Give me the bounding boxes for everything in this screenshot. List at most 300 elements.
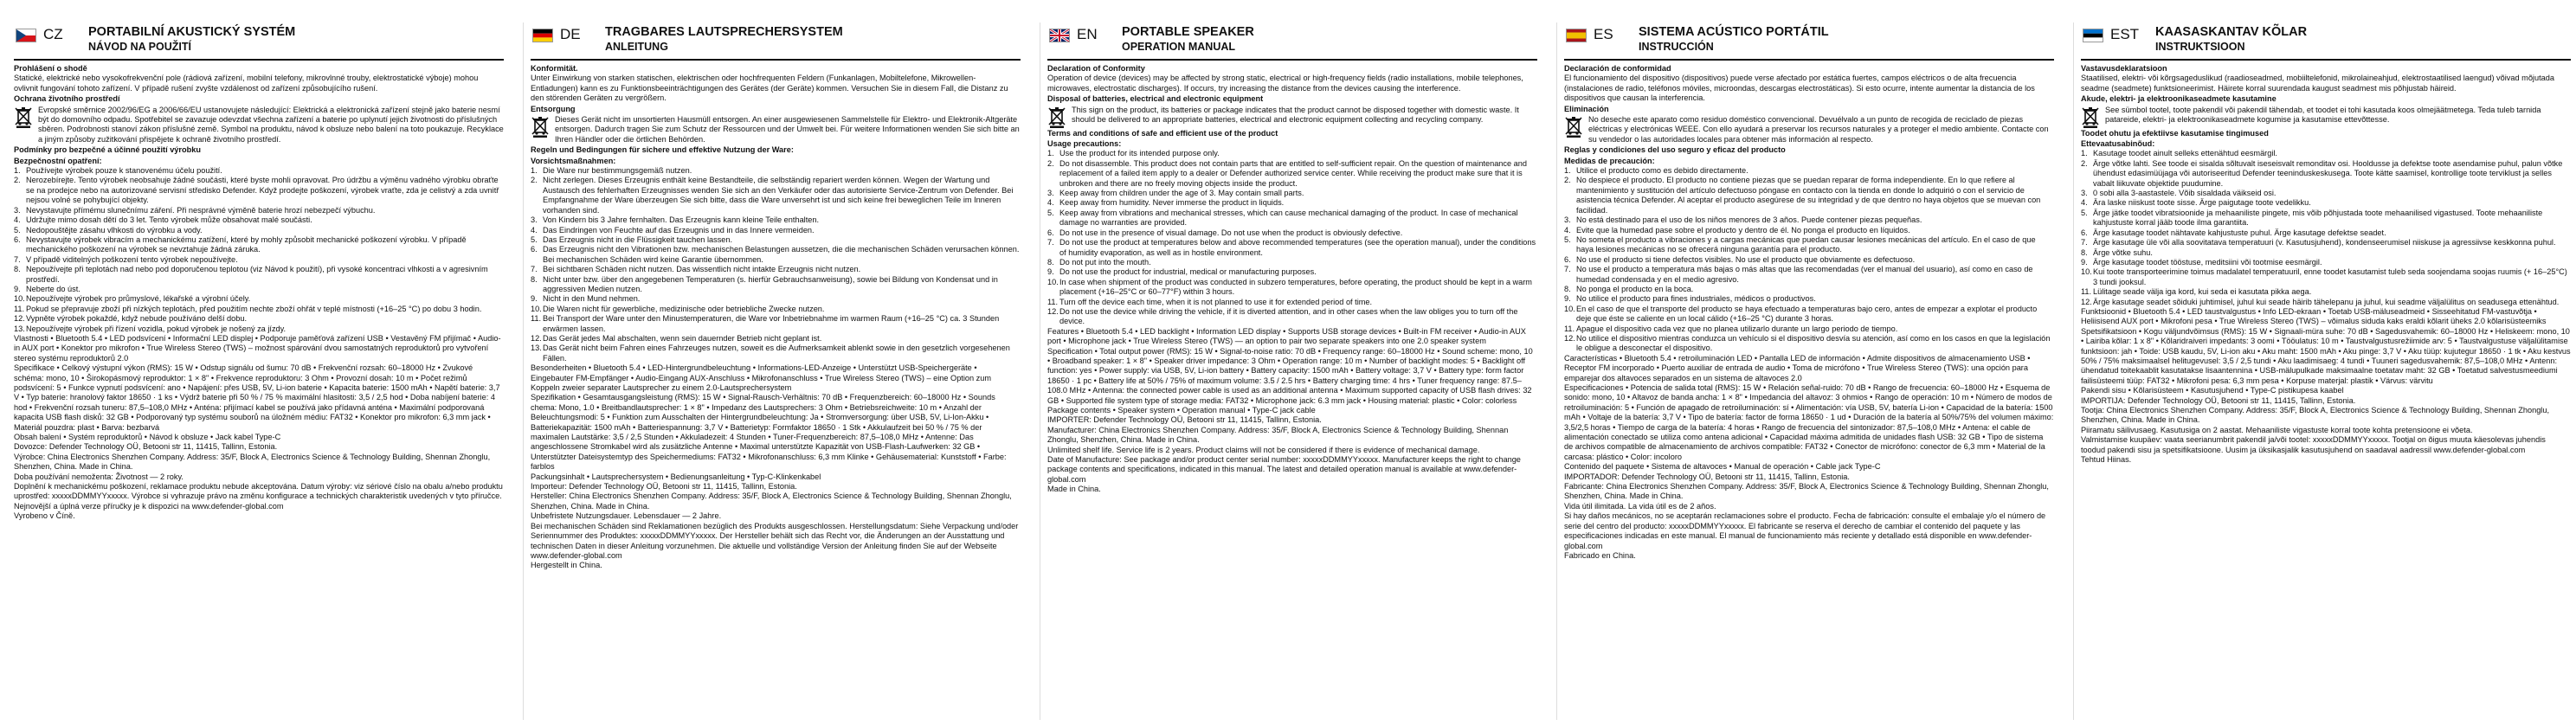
declaration-text: Operation of device (devices) may be affected by strong static, electrical or high-frequency fields (radio installations, mobile telephones, microwaves, electrostatic discharges). If occurs, try increasing the distance from the devices causing the interference. [1047, 74, 1523, 93]
rule-number: 10. [2081, 267, 2092, 277]
rule-number: 8. [531, 274, 538, 284]
crossed-bin-icon [1564, 115, 1583, 138]
features-text: Características • Bluetooth 5.4 • retroiluminación LED • Pantalla LED de información • Admite dispositivos de almacenamiento USB • Receptor FM incorporado • Puerto auxiliar de entrada de audio • Toma de micrófono • True Wireless Stereo (TWS): una opción para emparejar dos altavoces separados en un sistema de altavoces 2.0 [1564, 353, 2031, 382]
rule-item [1564, 334, 2054, 354]
rule-number: 12. [1047, 306, 1059, 316]
rule-text: Do not use the product for industrial, medical or manufacturing purposes. [1059, 267, 1317, 277]
rule-number: 1. [2081, 149, 2088, 158]
rule-item [14, 215, 504, 225]
declaration-text: Staatilised, elektri- või kõrgsageduslikud (raadioseadmed, mobiiltelefonid, mikrolaineahjud, elektrostaatilised laengud) võivad mõjutada seadme (seadmete) funktsioneerimist. Häirete korral suurendada kaugust seadmest mis põhjustab häireid. [2081, 74, 2554, 93]
rule-number: 4. [2081, 198, 2088, 208]
rule-item [14, 176, 504, 205]
rules-list [1047, 149, 1537, 326]
rules-heading: Regeln und Bedingungen für sichere und effektive Nutzung der Ware: [531, 145, 794, 155]
rule-text: Do not use in the presence of visual damage. Do not use when the product is obviously defective. [1059, 228, 1403, 237]
declaration-text: El funcionamiento del dispositivo (dispositivos) puede verse afectado por estática fuertes, campos eléctricos o de alta frecuencia (instalaciones de radio, teléfonos móviles, microondas, descargas electrostáticas). Si esto ocurre, intente aumentar la distancia de los dispositivos que causan la interferencia. [1564, 74, 2035, 103]
rule-text: Nedopouštějte zásahu vlhkosti do výrobku a vody. [26, 225, 203, 235]
manufacturer-text: Manufacturer: China Electronics Shenzhen Company. Address: 35/F, Block A, Electronics Science & Technology Building, Shennan Zhonglu, Shenzhen, China. Made in China. [1047, 425, 1509, 445]
rule-item [1564, 235, 2054, 255]
rule-number: 5. [1047, 208, 1054, 217]
rule-text: Neberte do úst. [26, 284, 80, 293]
safety-heading: Bezpečnostní opatření: [14, 156, 102, 165]
rule-number: 6. [531, 245, 538, 254]
rule-number: 10. [14, 294, 25, 304]
rule-text: En el caso de que el transporte del producto se haya efectuado a temperaturas bajo cero, antes de empezar a explotar el producto deje que éste se caliente en un local cálido (+16–25 °C) durante 3 horas. [1576, 304, 2038, 324]
disposal-heading: Ochrana životního prostředí [14, 94, 120, 104]
safety-heading: Vorsichtsmaßnahmen: [531, 156, 616, 165]
rule-number: 3. [1564, 215, 1571, 225]
rule-text: Das Erzeugnis nicht den Vibrationen bzw. mechanischen Belastungen aussetzen, die die mechanischen Schäden verursachen können. Bei mechanischen Schäden wird keine Garantie übernommen. [543, 245, 1020, 264]
rule-number: 10. [531, 304, 542, 313]
manual-subtitle: NÁVOD NA POUŽITÍ [88, 41, 191, 53]
rule-item [14, 255, 504, 265]
rule-item [14, 314, 504, 324]
column-header [1047, 22, 1537, 61]
rule-text: Keep away from children under the age of 3. May contain small parts. [1059, 189, 1304, 198]
disposal-text: Evropské směrnice 2002/96/EG a 2006/66/EU ustanovujete následující: Elektrická a elektronická zařízení stejně jako baterie nesmí být do domovního odpadu. Spotřebitel se zavazuje odevzdat všechna zařízení a baterie po uplynutí jejich životnosti do příslušných sběren. Podrobnosti stanoví zákon příslušné země. Symbol na produktu, návod k obsluze nebo balení na toto poukazuje. Recyklace a jiným způsoby zužitkování přispějete k ochraně životního prostředí. [38, 105, 504, 144]
declaration-heading: Declaration of Conformity [1047, 64, 1145, 73]
specs-text: Specification • Total output power (RMS): 15 W • Signal-to-noise ratio: 70 dB • Frequency range: 60–18000 Hz • Sound scheme: mono, 10 • Broadband speaker: 1 × 8" • Speaker driver impedance: 3 Ohm • Operation range: 10 m • Number of backlight modes: 5 • Backlight off function: yes • Power supply: via USB, 5V, Li-ion battery • Battery capacity: 1500 mAh • Battery voltage: 3,7 V • Battery type: form factor 18650 · 1 pc • Battery life at 50% / 75% of maximum volume: 3.5 / 2.5 hrs • Battery charging time: 4 hrs • Tuner frequency range: 87.5–108.0 MHz • Antenna: the connected power cable is used as an additional antenna • Maximum supported capacity of USB flash drives: 32 GB • Supported file system type of storage media: FAT32 • Microphone jack: 6.3 mm jack • Housing material: plastic • Color: colorless [1047, 346, 1533, 405]
rule-number: 9. [1047, 267, 1054, 277]
rule-number: 5. [14, 225, 21, 235]
rule-item [1047, 159, 1537, 189]
column-es [1564, 22, 2054, 722]
rule-text: No despiece el producto. El producto no contiene piezas que se puedan reparar de forma independiente. En lo que refiere al mantenimiento y sustitución del artículo defectuoso póngase en contacto con la tienda en donde lo adquirió o con el servicio de asistencia técnica Defender. Al aceptar el producto asegúrese de su integridad y de que dentro no haya objetos que se muevan con facilidad. [1576, 176, 2041, 215]
crossed-bin-icon [14, 106, 33, 128]
rule-item [531, 176, 1021, 215]
rule-text: No está destinado para el uso de los niños menores de 3 años. Puede contener piezas pequeñas. [1576, 215, 1922, 225]
flag-icon [532, 29, 553, 42]
rule-item [531, 166, 1021, 176]
rule-number: 10. [1047, 277, 1059, 286]
disposal-text: This sign on the product, its batteries or package indicates that the product cannot be disposed together with domestic waste. It should be delivered to an appropriate batteries, electrical and electronic equipment collecting and recycling company. [1072, 105, 1519, 125]
rule-text: Ärge kasutage seadet sõiduki juhtimisel, juhul kui seade häirib tähelepanu ja juhul, kui seadme väljalülitus on seadusega ettenähtud. [2093, 297, 2560, 306]
rule-item [1047, 278, 1537, 298]
lifetime-text: Doba používání nemoženta: Životnost — 2 roky. [14, 472, 184, 481]
rule-text: No use el producto a temperatura más bajas o más altas que las recomendadas (ver el manual del usuario), así como en caso de humedad condensada y en el medio agresivo. [1576, 265, 2033, 284]
rules-heading: Toodet ohutu ja efektiivse kasutamise tingimused [2081, 128, 2269, 138]
rule-item [2081, 209, 2571, 228]
notes-text: Si hay daños mecánicos, no se aceptarán reclamaciones sobre el producto. Fecha de fabricación: consulte el embalaje y/o el número de serie del centro del producto: xxxxxDDMMYYxxxxx. El fabricante se reserva el derecho de cambiar el contenido del paquete y las especificaciones indicadas en este manual. El manual de funcionamiento más reciente y detallado está disponible en www.defender-global.com [1564, 511, 2046, 550]
rule-text: No utilice el dispositivo mientras conduzca un vehículo si el dispositivo desvía su atención, así como en los casos en que la legislación le obligue a desconectar el dispositivo. [1576, 333, 2051, 353]
manufacturer-text: Hersteller: China Electronics Shenzhen Company. Address: 35/F, Block A, Electronics Science & Technology Building, Shennan Zhonglu, Shenzhen, China. Made in China. [531, 491, 1012, 511]
rule-number: 9. [1564, 294, 1571, 304]
rule-item [531, 305, 1021, 314]
rule-text: Ära laske niiskust toote sisse. Ärge paigutage toote vedelikku. [2093, 198, 2311, 208]
rule-item [14, 206, 504, 215]
disposal-heading: Disposal of batteries, electrical and electronic equipment [1047, 94, 1264, 104]
package-text: Pakendi sisu • Kõlarisüsteem • Kasutusjuhend • Type-C pistikupesa kaabel [2081, 386, 2344, 395]
rule-number: 1. [531, 166, 538, 176]
rule-text: V případě viditelných poškození tento výrobek nepoužívejte. [26, 254, 238, 264]
flag-icon [1049, 29, 1070, 42]
rule-text: 0 sobi alla 3-aastastele. Võib sisaldada väikseid osi. [2093, 189, 2277, 198]
disposal-block [531, 115, 1021, 145]
rule-text: Vypněte výrobek pokaždé, když nebude používáno delší dobu. [26, 314, 248, 324]
column-divider [523, 22, 524, 720]
rule-item [1047, 149, 1537, 158]
made-in-text: Fabricado en China. [1564, 550, 1636, 560]
column-header [531, 22, 1021, 61]
rule-item [2081, 248, 2571, 258]
rule-number: 12. [14, 314, 25, 324]
rule-text: Utilice el producto como es debido directamente. [1576, 166, 1748, 176]
rule-number: 4. [14, 215, 21, 225]
rule-number: 12. [531, 333, 542, 343]
rule-number: 2. [531, 176, 538, 185]
declaration-text: Statické, elektrické nebo vysokofrekvenční pole (rádiová zařízení, mobilní telefony, mikrovlnné trouby, elektrostatické výboje) mohou ovlivnit fungování tohoto zařízení. V případě rušení zvyšte vzdálenost od zařízení způsobujícího rušení. [14, 74, 479, 93]
rule-number: 6. [14, 235, 21, 244]
rule-text: Používejte výrobek pouze k stanovenému účelu použití. [26, 166, 222, 176]
rule-text: Nicht zerlegen. Dieses Erzeugnis enthält keine Bestandteile, die selbständig repariert werden können. Wegen der Wartung und Austausch des fehlerhaften Erzeugnisses wenden Sie sich an den Verkäufer oder das autorisierte Service-Zentrum von Defender. Bei Empfangnahme der Ware überzeugen Sie sich bitte, dass die Ware unversehrt ist und sich keine frei beweglichen Teile im Inneren vorhanden sind. [543, 176, 1014, 215]
safety-heading: Ettevaatusabinõud: [2081, 139, 2155, 149]
rule-number: 11. [1564, 324, 1575, 333]
disposal-heading: Eliminación [1564, 104, 1609, 113]
rule-number: 7. [531, 265, 538, 274]
rule-item [1564, 305, 2054, 324]
rule-text: Do not use the product at temperatures below and above recommended temperatures (see the operation manual), under the conditions of humidity evaporation, as well as in hostile environment. [1059, 238, 1536, 257]
rule-number: 9. [2081, 257, 2088, 267]
rule-item [1564, 294, 2054, 304]
importer-text: Dovozce: Defender Technology OÜ, Betooni str 11, 11415, Tallinn, Estonia. [14, 442, 278, 452]
rule-text: Ärge kasutage toodet tööstuse, meditsiini või tootmise eesmärgil. [2093, 257, 2322, 267]
package-text: Contenido del paquete • Sistema de altavoces • Manual de operación • Cable jack Type-C [1564, 462, 1881, 472]
product-title: PORTABILNÍ AKUSTICKÝ SYSTÉM [88, 25, 296, 39]
rule-item [1564, 176, 2054, 215]
product-title: PORTABLE SPEAKER [1122, 25, 1254, 39]
rule-item [531, 215, 1021, 225]
rule-number: 8. [1047, 257, 1054, 267]
manual-subtitle: INSTRUKTSIOON [2155, 41, 2245, 53]
lifetime-text: Vida útil ilimitada. La vida útil es de 2 años. [1564, 501, 1716, 511]
rule-text: No ponga el producto en la boca. [1576, 284, 1694, 293]
specs-text: Spetsifikatsioon • Kogu väljundvõimsus (RMS): 15 W • Signaali-müra suhe: 70 dB • Sagedusvahemik: 60–18000 Hz • Heliskeem: mono, 10 • Lairiba kõlar: 1 x 8" • Kõlaridraiveri impedants: 3 oomi • Tööulatus: 10 m • Taustvalgustusrežiimide arv: 5 • Taustvalgustuse väljalülitamise funktsioon: jah • Toide: USB kaudu, 5V, Li-ion aku • Aku maht: 1500 mAh • Aku pinge: 3,7 V • Aku tüüp: kujutegur 18650 · 1 tk • Aku kestvus 50% / 75% maksimaalsel helitugevusel: 3,5 / 2,5 tundi • Aku laadimisaeg: 4 tundi • Tuuneri sagedusvahemik: 87,5–108,0 MHz • Antenn: ühendatud toitekaablit kasutatakse lisaantennina • USB-mälupulkade maksimaalne toetatav maht: 32 GB • Toetatud salvestusmeediumi failisüsteemi tüüp: FAT32 • Mikrofoni pesa: 6,3 mm pesa • Korpuse materjal: plastik • Värvus: värvitu [2081, 326, 2571, 385]
lifetime-text: Unlimited shelf life. Service life is 2 years. Product claims will not be considered if there is evidence of mechanical damage. [1047, 445, 1480, 454]
crossed-bin-icon [2081, 106, 2100, 128]
rule-text: Nevystavujte přímému slunečnímu záření. Při nesprávné výměně baterie hrozí nebezpečí výbuchu. [26, 205, 376, 215]
rules-list [2081, 149, 2571, 307]
rule-text: Nerozebírejte. Tento výrobek neobsahuje žádné součásti, které byste mohli opravovat. Pro údržbu a výměnu vadného výrobku obraťte se na prodejce nebo na autorizované servisní středisko Defender. Když prodejte poškození, výrobek vraťte, zda je celistvý a zda uvnitř nejsou volné se pohybující objekty. [26, 176, 499, 205]
rule-item [2081, 298, 2571, 307]
rule-text: Nicht in den Mund nehmen. [543, 294, 641, 304]
rule-text: No someta el producto a vibraciones y a cargas mecánicas que puedan causar lesiones mecánicas del artículo. En el caso de que haya lesiones mecánicas no se ofrecerá ninguna garantía para el producto. [1576, 235, 2036, 254]
notes-text: Valmistamise kuupäev: vaata seerianumbrit pakendil ja/või tootel: xxxxxDDMMYYxxxxx. Tootjal on õigus muuta käesolevas juhendis toodud pakendi sisu ja spetsifikatsioone. Uusim ja üksikasjalik kasutusjuhend on saadaval aadressil www.defender-global.com [2081, 435, 2546, 454]
features-text: Besonderheiten • Bluetooth 5.4 • LED-Hintergrundbeleuchtung • Informations-LED-Anzeige • Unterstützt USB-Speichergeräte • Eingebauter FM-Empfänger • Audio-Eingang AUX-Anschluss • Mikrofonanschluss • True Wireless Stereo (TWS) – eine Option zum Koppeln zweier separater Lautsprecher zu einem 2.0-Lautsprechersystem [531, 363, 992, 392]
rule-number: 5. [1564, 235, 1571, 244]
rule-number: 12. [2081, 297, 2092, 306]
rule-item [14, 305, 504, 314]
rule-item [531, 344, 1021, 363]
rule-number: 7. [14, 254, 21, 264]
column-en [1047, 22, 1537, 722]
rule-item [14, 166, 504, 176]
rules-heading: Podmínky pro bezpečné a účinné použití výrobku [14, 145, 201, 155]
rule-number: 13. [14, 324, 25, 333]
package-text: Packungsinhalt • Lautsprechersystem • Bedienungsanleitung • Typ-C-Klinkenkabel [531, 472, 821, 481]
rule-item [1047, 267, 1537, 277]
rule-item [14, 265, 504, 285]
rule-text: Apague el dispositivo cada vez que no planea utilizarlo durante un largo periodo de tiempo. [1576, 324, 1898, 333]
rule-item [14, 324, 504, 334]
importer-text: IMPORTIJA: Defender Technology OÜ, Betooni str 11, 11415, Tallinn, Estonia. [2081, 395, 2356, 405]
rule-item [2081, 159, 2571, 189]
rule-text: Do not put into the mouth. [1059, 257, 1151, 267]
rule-item [531, 226, 1021, 235]
rule-text: Nicht unter bzw. über den angegebenen Temperaturen (s. hierfür Gebrauchsanweisung), sowie bei Bildung von Kondensat und in aggressiven Medien nutzen. [543, 274, 998, 293]
declaration-heading: Declaración de conformidad [1564, 64, 1671, 73]
rule-item [1564, 265, 2054, 285]
features-text: Features • Bluetooth 5.4 • LED backlight • Information LED display • Supports USB storage devices • Built-in FM receiver • Audio-in AUX port • Microphone jack • True Wireless Stereo (TWS) — an option to pair two separate speakers into one 2.0 speaker system [1047, 326, 1526, 346]
declaration-heading: Prohlášení o shodě [14, 64, 87, 73]
rule-item [1564, 166, 2054, 176]
rule-text: No use el producto si tiene defectos visibles. No use el producto que obviamente es defectuoso. [1576, 254, 1916, 264]
rule-text: Ärge jätke toodet vibratsioonide ja mehaaniliste pingete, mis võib põhjustada toote mehaanilised vigastused. Toote mehaaniliste kahjustuste korral jääb toode ilma garantiita. [2093, 208, 2543, 228]
rule-item [1564, 285, 2054, 294]
rule-text: Ärge kasutage toodet nähtavate kahjustuste puhul. Ärge kasutage defektse seadet. [2093, 228, 2386, 237]
rule-item [1564, 215, 2054, 225]
rule-text: Bei sichtbaren Schäden nicht nutzen. Das wissentlich nicht intakte Erzeugnis nicht nutzen. [543, 265, 861, 274]
rule-item [2081, 198, 2571, 208]
column-est [2081, 22, 2571, 722]
rule-text: Das Gerät jedes Mal abschalten, wenn sein dauernder Betrieb nicht geplant ist. [543, 333, 822, 343]
rule-item [1047, 198, 1537, 208]
product-title: SISTEMA ACÚSTICO PORTÁTIL [1639, 25, 1829, 39]
rule-number: 8. [14, 265, 21, 274]
manual-subtitle: INSTRUCCIÓN [1639, 41, 1714, 53]
rule-text: Udržujte mimo dosah dětí do 3 let. Tento výrobek může obsahovat malé součásti. [26, 215, 312, 225]
column-header [14, 22, 504, 61]
rule-item [2081, 189, 2571, 198]
rule-number: 3. [1047, 189, 1054, 198]
declaration-heading: Vastavusdeklaratsioon [2081, 64, 2167, 73]
manufacturer-text: Tootja: China Electronics Shenzhen Company. Address: 35/F, Block A, Electronics Science & Technology Building, Shennan Zhonglu, Shenzhen, China. Made in China. [2081, 406, 2550, 425]
rule-text: Do not use the device while driving the vehicle, if it is diverted attention, and in other cases when the law obliges you to turn off the device. [1059, 306, 1518, 326]
rule-text: Bei Transport der Ware unter den Minustemperaturen, die Ware vor Inbetriebnahme im warmen Raum (+16–25 °C) ca. 3 Stunden erwärmen lassen. [543, 314, 1000, 333]
rule-item [2081, 287, 2571, 297]
rule-item [1047, 209, 1537, 228]
rule-text: In case when shipment of the product was conducted in subzero temperatures, before operating, the product should be kept in a warm placement (+16–25°C or 60–77°F) within 3 hours. [1059, 277, 1532, 297]
rule-text: Nepoužívejte výrobek pro průmyslové, lékařské a výrobní účely. [26, 294, 251, 304]
importer-text: IMPORTADOR: Defender Technology OÜ, Betooni str 11, 11415, Tallinn, Estonia. [1564, 472, 1850, 481]
notes-text: Doplnění k mechanickému poškození, reklamace produktu nebude akceptována. Datum výroby: viz sériové číslo na obalu a/nebo produktu uprostřed: xxxxxDDMMYYxxxxx. Výrobce si vyhrazuje právo na změnu konfigurace a technických charakteristik uvedených v tyto příručce. Nejnovější a úplná verze příručky je k dispozici na www.defender-global.com [14, 482, 503, 511]
column-divider [2073, 22, 2074, 720]
disposal-block [14, 106, 504, 145]
disposal-block [1047, 106, 1537, 128]
rule-item [14, 226, 504, 235]
rule-item [1564, 226, 2054, 235]
rule-text: Von Kindern bis 3 Jahre fernhalten. Das Erzeugnis kann kleine Teile enthalten. [543, 215, 820, 225]
rule-text: Turn off the device each time, when it is not planned to use it for extended period of time. [1059, 297, 1373, 306]
language-code: EN [1077, 26, 1098, 42]
rule-number: 11. [531, 314, 542, 324]
rule-text: Nevystavujte výrobek vibracím a mechanickému zatížení, které by mohly způsobit mechanické poškození výrobku. V případě mechanického poškození na výrobek se nevztahuje žádná záruka. [26, 235, 467, 254]
flag-icon [1566, 29, 1587, 42]
notes-text: Date of Manufacture: See package and/or product center serial number: xxxxxDDMMYYxxxxx. Manufacturer keeps the right to change package contents and specifications, indicated in this manual. The latest and detailed operation manual is available at www.defender-global.com [1047, 455, 1521, 484]
rule-text: Lülitage seade välja iga kord, kui seda ei kasutata pikka aega. [2093, 287, 2312, 297]
rule-item [2081, 258, 2571, 267]
rule-number: 8. [2081, 247, 2088, 257]
rule-item [531, 314, 1021, 334]
rule-number: 3. [531, 215, 538, 225]
disposal-heading: Entsorgung [531, 104, 576, 113]
rule-text: Ärge võtke lahti. See toode ei sisalda sõltuvalt iseseisvalt remonditav osi. Hooldusse ja defektse toote asendamise puhul, palun võtke ühendust edasimüüjaga või autoriseeritud Defender teeninduskeskusega. Toote kätte saamisel, kontrollige toote terviklust ja selles vabalt liikuvate objektide puudumine. [2093, 158, 2563, 188]
column-header [1564, 22, 2054, 61]
rule-number: 2. [2081, 158, 2088, 168]
disposal-block [2081, 106, 2571, 128]
notes-text: Bei mechanischen Schäden sind Reklamationen bezüglich des Produkts ausgeschlossen. Herstellungsdatum: Siehe Verpackung und/oder Seriennummer des Produktes: xxxxxDDMMYYxxxxx. Der Hersteller behält sich das Recht vor, die Änderungen an der Ausstattung und technischen Daten in dieser Anleitung vorzunehmen. Die aktuelle und vollständige Version der Anleitung finden Sie auf der Webseite www.defender-global.com [531, 521, 1019, 560]
disposal-text: Dieses Gerät nicht im unsortierten Hausmüll entsorgen. An einer ausgewiesenen Sammelstelle für Elektro- und Elektronik-Altgeräte entsorgen. Dadurch tragen Sie zum Schutz der Ressourcen und der Umwelt bei. Für weitere Informationen wenden Sie sich bitte an Ihren Händler oder die örtlichen Behörden. [555, 115, 1020, 144]
column-header [2081, 22, 2571, 61]
rule-number: 13. [531, 344, 542, 353]
rule-text: Ärge kasutage üle või alla soovitatava temperatuuri (v. Kasutusjuhend), kondenseerumisel niiskuse ja agressiivse keskkonna puhul. [2093, 238, 2556, 247]
crossed-bin-icon [531, 115, 550, 138]
importer-text: IMPORTER: Defender Technology OÜ, Betooni str 11, 11415, Tallinn, Estonia. [1047, 415, 1322, 425]
column-cz [14, 22, 504, 722]
manufacturer-text: Výrobce: China Electronics Shenzhen Company. Address: 35/F, Block A, Electronics Science & Technology Building, Shennan Zhonglu, Shenzhen, China. Made in China. [14, 452, 491, 472]
rule-number: 11. [1047, 297, 1059, 306]
made-in-text: Tehtud Hiinas. [2081, 455, 2132, 465]
features-text: Vlastnosti • Bluetooth 5.4 • LED podsvícení • Informační LED displej • Podporuje paměťová zařízení USB • Vestavěný FM přijímač • Audio-in AUX port • Konektor pro mikrofon • True Wireless Stereo (TWS) – možnost spárování dvou samostatných reproduktorů pro vytvoření stereo systému reproduktorů 2.0 [14, 333, 501, 363]
rule-number: 3. [14, 205, 21, 215]
language-code: CZ [43, 26, 63, 42]
rules-list [1564, 166, 2054, 354]
rule-item [531, 235, 1021, 245]
rule-number: 9. [14, 284, 21, 293]
column-divider [1556, 22, 1557, 720]
rule-text: Evite que la humedad pase sobre el producto y dentro de él. No ponga el producto en líquidos. [1576, 225, 1910, 235]
rule-number: 7. [1564, 265, 1571, 274]
rule-item [14, 235, 504, 255]
rule-text: Keep away from humidity. Never immerse the product in liquids. [1059, 198, 1285, 208]
rule-number: 6. [2081, 228, 2088, 237]
language-code: EST [2110, 26, 2140, 42]
rule-number: 9. [531, 294, 538, 304]
rule-item [1047, 189, 1537, 198]
importer-text: Importeur: Defender Technology OÜ, Betooni str 11, 11415, Tallinn, Estonia. [531, 482, 797, 491]
language-code: DE [560, 26, 581, 42]
lifetime-text: Unbefristete Nutzungsdauer. Lebensdauer — 2 Jahre. [531, 511, 722, 521]
features-text: Funktsioonid • Bluetooth 5.4 • LED taustvalgustus • Info LED-ekraan • Toetab USB-mäluseadmeid • Sisseehitatud FM-vastuvõtja • Heliisisend AUX port • Mikrofoni pesa • True Wireless Stereo (TWS) – võimalus siduda kaks eraldi kõlarit üheks 2.0 kõlarisüsteemiks [2081, 306, 2547, 326]
rule-number: 1. [1564, 166, 1571, 176]
rule-number: 2. [1047, 158, 1054, 168]
rule-number: 10. [1564, 304, 1575, 313]
product-title: KAASASKANTAV KÕLAR [2155, 25, 2308, 39]
rule-number: 11. [2081, 287, 2092, 297]
rule-text: Do not disassemble. This product does not contain parts that are entitled to self-sufficient repair. On the question of maintenance and replacement of a failed item apply to a dealer or Defender authorized service center. While receiving the product make sure that it is unbroken and there are no freely moving objects inside the product. [1059, 158, 1528, 188]
flag-icon [2083, 29, 2103, 42]
rule-item [14, 285, 504, 294]
product-title: TRAGBARES LAUTSPRECHERSYSTEM [605, 25, 843, 39]
rule-text: Die Ware nur bestimmungsgemäß nutzen. [543, 166, 692, 176]
rule-number: 2. [14, 176, 21, 185]
rule-item [1047, 238, 1537, 258]
manual-subtitle: ANLEITUNG [605, 41, 668, 53]
rule-number: 4. [1047, 198, 1054, 208]
declaration-text: Unter Einwirkung von starken statischen, elektrischen oder hochfrequenten Feldern (Funkanlagen, Mobiltelefone, Mikrowellen-Entladungen) kann es zu Funktionsbeeinträchtigungen des Gerätes (der Geräte) kommen. Versuchen Sie in diesem Fall, die Distanz zu den störenden Geräten zu vergrößern. [531, 74, 1008, 103]
rule-item [1047, 307, 1537, 327]
made-in-text: Vyrobeno v Číně. [14, 511, 75, 521]
rule-text: Das Eindringen von Feuchte auf das Erzeugnis und in das Innere vermeiden. [543, 225, 815, 235]
rule-number: 8. [1564, 284, 1571, 293]
rule-number: 6. [1047, 228, 1054, 237]
rule-text: No utilice el producto para fines industriales, médicos o productivos. [1576, 294, 1816, 304]
rule-item [2081, 238, 2571, 247]
rule-text: Kui toote transporteerimine toimus madalatel temperatuuril, enne toodet kasutamist tuleb seda soojendama soojas ruumis (+ 16–25°C) 3 tundi jooksul. [2093, 267, 2567, 286]
rules-list [14, 166, 504, 334]
rule-item [531, 265, 1021, 274]
rule-item [531, 245, 1021, 265]
package-text: Obsah balení • Systém reproduktorů • Návod k obsluze • Jack kabel Type-C [14, 433, 281, 442]
column-de [531, 22, 1021, 722]
rule-item [1047, 298, 1537, 307]
made-in-text: Hergestellt in China. [531, 561, 602, 570]
manufacturer-text: Fabricante: China Electronics Shenzhen Company. Address: 35/F, Block A, Electronics Science & Technology Building, Shennan Zhonglu, Shenzhen, China. Made in China. [1564, 482, 2049, 501]
rule-item [531, 334, 1021, 344]
rule-number: 1. [1047, 149, 1054, 158]
rule-text: Das Gerät nicht beim Fahren eines Fahrzeuges nutzen, soweit es die Aufmerksamkeit ablenkt sowie in den gesetzlich vorgesehenen Fällen. [543, 344, 1010, 363]
rule-text: Use the product for its intended purpose only. [1059, 149, 1220, 158]
specs-text: Spezifikation • Gesamtausgangsleistung (RMS): 15 W • Signal-Rausch-Verhältnis: 70 dB • Frequenzbereich: 60–18000 Hz • Sounds chema: Mono, 1.0 • Breitbandlautsprecher: 1 × 8" • Impedanz des Lautsprechers: 3 Ohm • Betriebsreichweite: 10 m • Anzahl der Beleuchtungsmodi: 5 • Funktion zum Ausschalten der Hintergrundbeleuchtung: Ja • Stromversorgung: über USB, 5V, Li-Ion-Akku • Batteriekapazität: 1500 mAh • Batteriespannung: 3,7 V • Batterietyp: Formfaktor 18650 · 1 Stk • Akkulaufzeit bei 50 % / 75 % der maximalen Lautstärke: 3,5 / 2,5 Stunden • Akkuladezeit: 4 Stunden • Tuner-Frequenzbereich: 87,5–108,0 MHz • Antenne: Das angeschlossene Stromkabel wird als zusätzliche Antenne • Maximal unterstützte Kapazität von USB-Flash-Laufwerken: 32 GB • Unterstützter Dateisystemtyp des Speichermediums: FAT32 • Mikrofonanschluss: 6,3 mm Klinke • Gehäusematerial: Kunststoff • Farbe: farblos [531, 393, 1007, 472]
language-code: ES [1594, 26, 1613, 42]
rule-item [531, 275, 1021, 295]
rule-item [1564, 324, 2054, 334]
rule-number: 4. [1564, 225, 1571, 235]
rule-number: 12. [1564, 333, 1575, 343]
flag-icon [16, 29, 36, 42]
rule-number: 7. [2081, 238, 2088, 247]
rule-text: Nepoužívejte při teplotách nad nebo pod doporučenou teplotou (viz Návod k použití), při vysoké koncentraci vlhkosti a v agresivním prostředí. [26, 265, 488, 284]
rule-item [1047, 258, 1537, 267]
disposal-heading: Akude, elektri- ja elektroonikaseadmete kasutamine [2081, 94, 2277, 104]
rule-number: 1. [14, 166, 21, 176]
rule-text: Das Erzeugnis nicht in die Flüssigkeit tauchen lassen. [543, 235, 733, 244]
safety-heading: Medidas de precaución: [1564, 156, 1655, 165]
lifetime-text: Piiramatu säilivusaeg. Kasutusiga on 2 aastat. Mehaaniliste vigastuste korral toote kohta pretensioone ei võeta. [2081, 425, 2473, 434]
rule-number: 11. [14, 304, 25, 313]
rule-item [531, 294, 1021, 304]
declaration-heading: Konformität. [531, 64, 578, 73]
safety-heading: Usage precautions: [1047, 139, 1122, 149]
rule-item [2081, 149, 2571, 158]
rule-text: Pokud se přepravuje zboží při nízkých teplotách, před použitím nechte zboží ohřát v teplé místnosti (+16–25 °C) po dobu 3 hodin. [26, 304, 482, 313]
rule-number: 3. [2081, 189, 2088, 198]
rule-item [14, 294, 504, 304]
rule-item [1564, 255, 2054, 265]
disposal-text: No deseche este aparato como residuo doméstico convencional. Devuélvalo a un punto de recogida de reciclado de piezas eléctricas y electrónicas WEEE. Con ello ayudará a preservar los recursos naturales y a proteger el medio ambiente. Contacte con su vendedor o las autoridades locales para obtener más información al respecto. [1588, 115, 2049, 144]
rule-number: 4. [531, 225, 538, 235]
rules-list [531, 166, 1021, 363]
rule-number: 7. [1047, 238, 1054, 247]
rule-item [2081, 267, 2571, 287]
disposal-block [1564, 115, 2054, 145]
rule-number: 2. [1564, 176, 1571, 185]
rule-text: Ärge võtke suhu. [2093, 247, 2153, 257]
rule-item [2081, 228, 2571, 238]
rule-number: 5. [531, 235, 538, 244]
specs-text: Especificaciones • Potencia de salida total (RMS): 15 W • Relación señal-ruido: 70 dB • Rango de frecuencia: 60–18000 Hz • Esquema de sonido: mono, 10 • Altavoz de banda ancha: 1 × 8" • Impedancia del altavoz: 3 ohmios • Rango de operación: 10 m • Número de modos de retroiluminación: 5 • Función de apagado de retroiluminación: sí • Alimentación: vía USB, 5V, batería Li-ion • Capacidad de la batería: 1500 mAh • Voltaje de la batería: 3,7 V • Tipo de batería: factor de forma 18650 · 1 ud • Duración de la batería al 50%/75% del volumen máximo: 3,5/2,5 horas • Tiempo de carga de la batería: 4 horas • Rango de frecuencia del sintonizador: 87,5–108,0 MHz • Antena: el cable de alimentación conectado se utiliza como antena adicional • Capacidad máxima admitida de unidades flash USB: 32 GB • Tipo de sistema de archivos compatible de almacenamiento de archivos compatible: FAT32 • Conector de micrófono: conector de 6,3 mm • Material de la carcasa: plástico • Color: incoloro [1564, 383, 2054, 461]
rule-text: Kasutage toodet ainult selleks ettenähtud eesmärgil. [2093, 149, 2277, 158]
specs-text: Specifikace • Celkový výstupní výkon (RMS): 15 W • Odstup signálu od šumu: 70 dB • Frekvenční rozsah: 60–18000 Hz • Zvukové schéma: mono, 10 • Širokopásmový reproduktor: 1 × 8" • Frekvence reproduktoru: 3 Ohm • Provozní dosah: 10 m • Počet režimů podsvícení: 5 • Funkce vypnutí podsvícení: ano • Napájení: přes USB, 5V, Li-ion baterie • Kapacita baterie: 1500 mAh • Napětí baterie: 3,7 V • Typ baterie: hranolový faktor 18650 · 1 ks • Výdrž baterie při 50 % / 75 % maximální hlasitosti: 3,5 / 2,5 hod • Doba nabíjení baterie: 4 hod • Frekvenční rozsah tuneru: 87,5–108,0 MHz • Anténa: přijímací kabel se používá jako přídavná anténa • Maximální podporovaná kapacita USB flash disků: 32 GB • Podporovaný typ systému souborů na úložném médiu: FAT32 • Konektor pro mikrofon: 6,3 mm jack • Materiál pouzdra: plast • Barva: bezbarvá [14, 363, 500, 432]
rules-heading: Reglas y condiciones del uso seguro y eficaz del producto [1564, 145, 1786, 155]
rule-number: 5. [2081, 208, 2088, 217]
manual-subtitle: OPERATION MANUAL [1122, 41, 1236, 53]
rule-text: Nepoužívejte výrobek při řízení vozidla, pokud výrobek je nošený za jízdy. [26, 324, 287, 333]
rule-text: Keep away from vibrations and mechanical stresses, which can cause mechanical damaging of the product. In case of mechanical damage no warranties are provided. [1059, 208, 1518, 228]
rule-item [1047, 228, 1537, 238]
rules-heading: Terms and conditions of safe and efficient use of the product [1047, 128, 1278, 138]
crossed-bin-icon [1047, 106, 1066, 128]
rule-text: Die Waren nicht für gewerbliche, medizinische oder betriebliche Zwecke nutzen. [543, 304, 825, 313]
